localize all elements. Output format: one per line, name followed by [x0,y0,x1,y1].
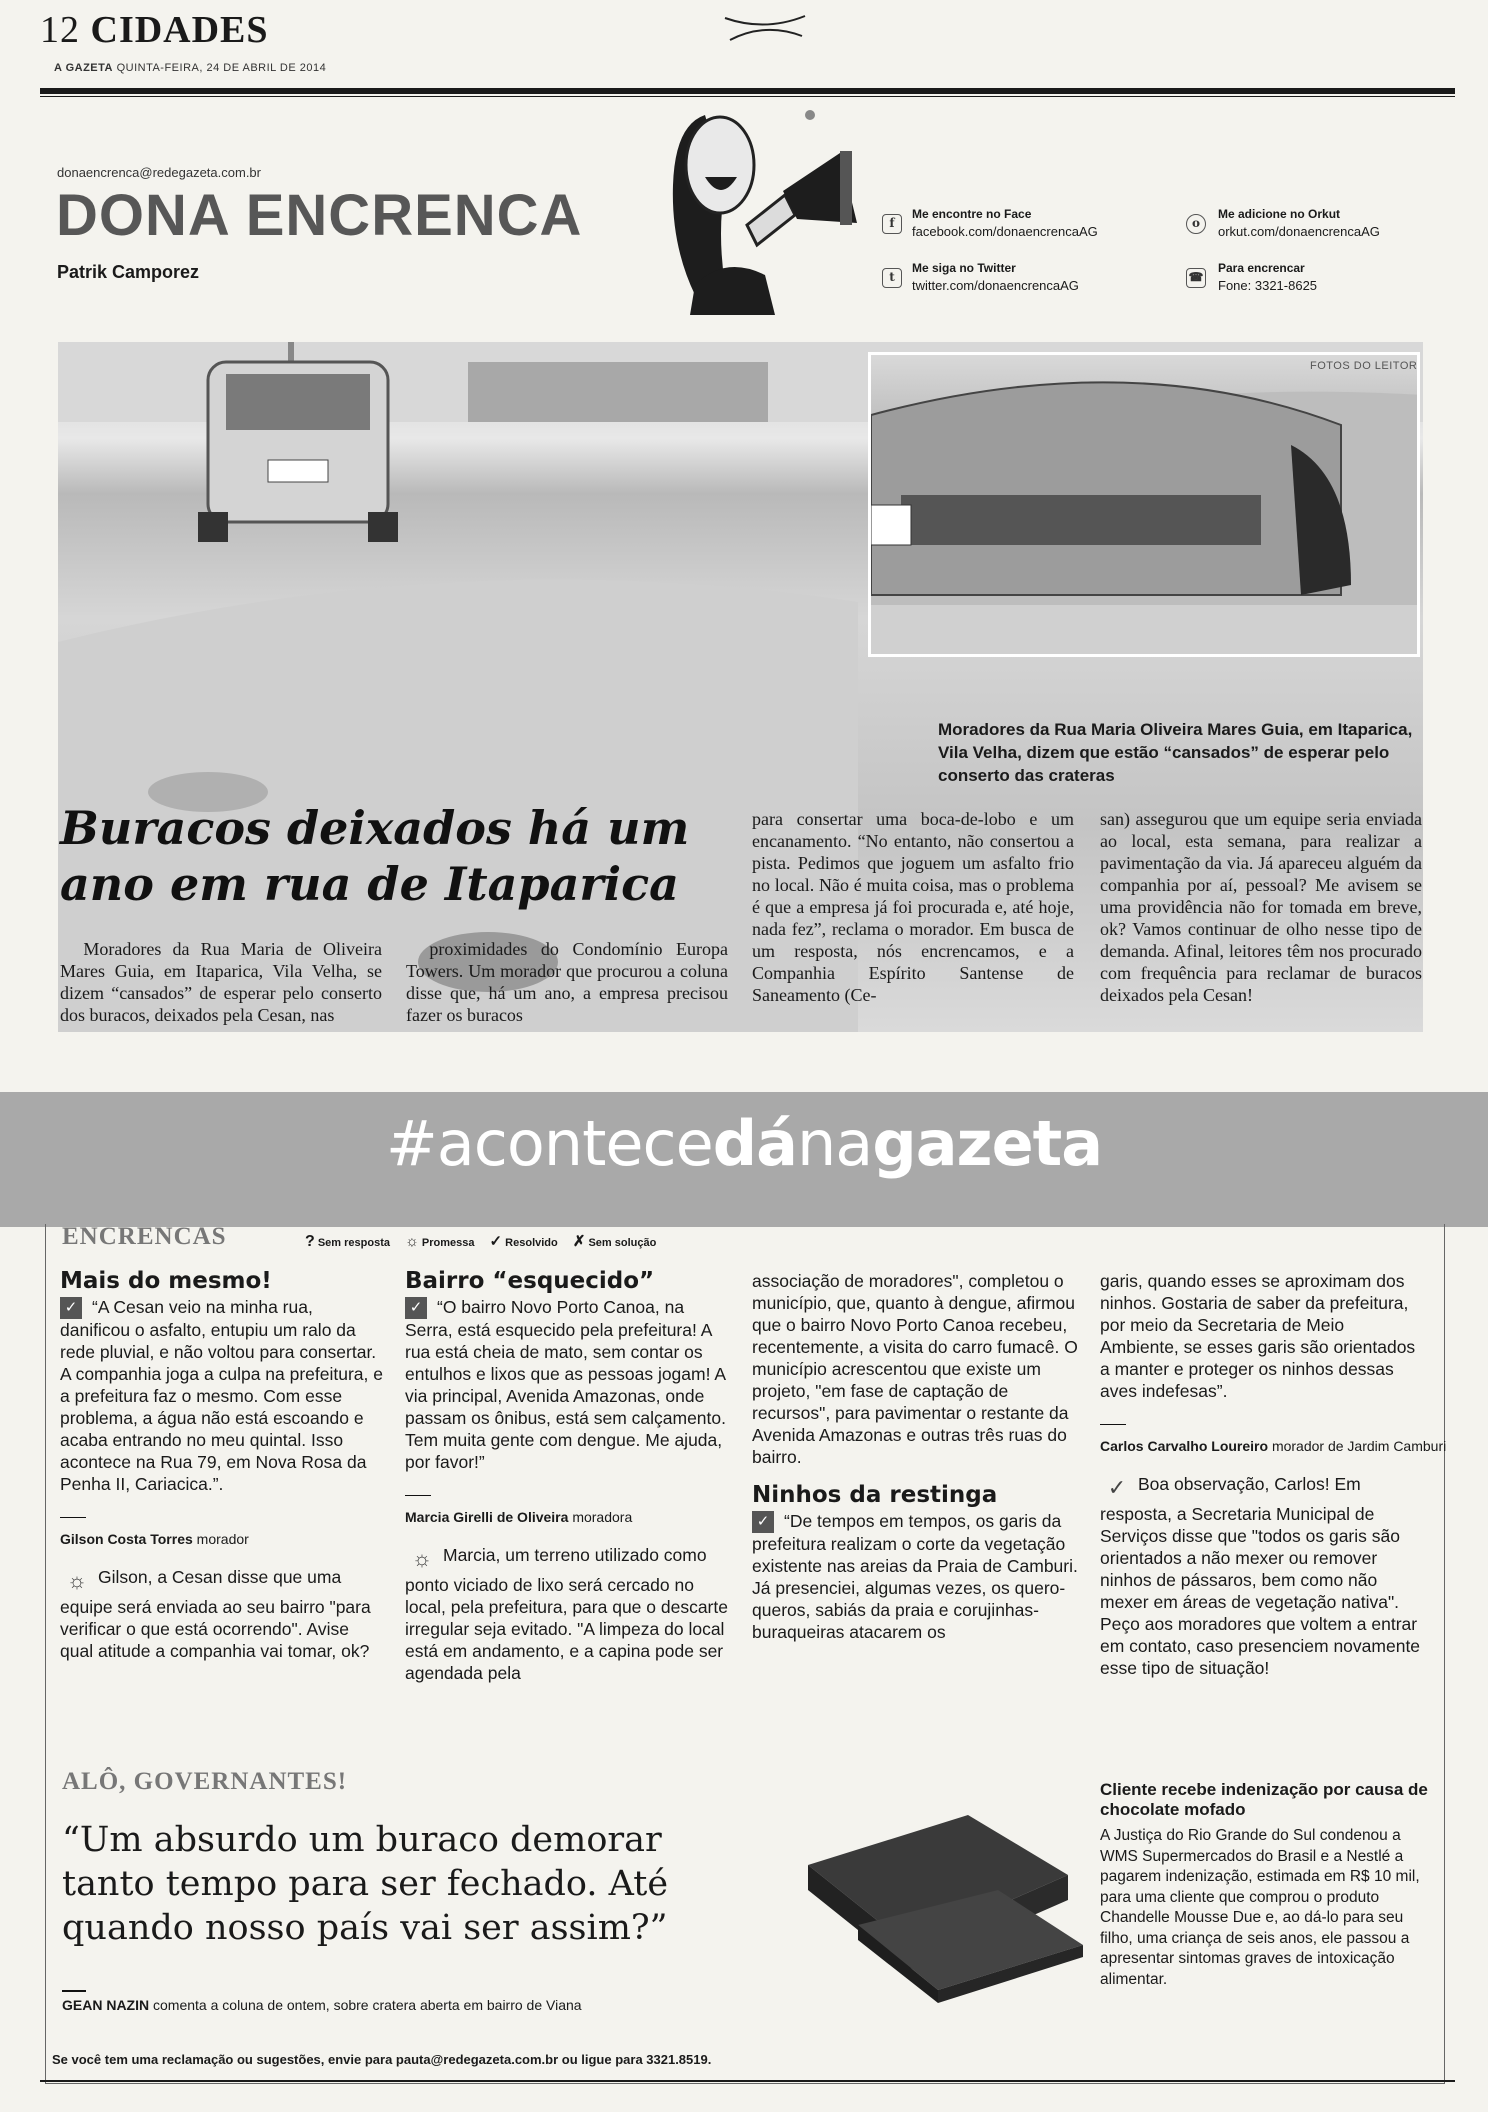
banner-part-1: #acontece [385,1107,713,1180]
legend-sem-solucao-label: Sem solução [588,1237,657,1249]
letter-text: “De tempos em tempos, os garis da prefeitura realizam o corte da vegetação existente nas areias da Praia de Camburi. Já presenciei, algumas vezes, os quero-queros, sabiás da praia e corujinhas-buraqueiras atacarem os [752,1511,1078,1643]
letter-body [60,1296,385,1495]
encrencas-label: ENCRENCAS [62,1223,227,1250]
page-number: 12 [40,9,80,51]
orkut-icon: o [1186,214,1206,234]
phone-icon: ☎ [1186,268,1206,288]
social-phone [1218,260,1317,294]
bulb-icon: ☼ [66,1568,88,1594]
article-col-4: san) assegurou que um equipe seria enviada ao local, esta semana, para realizar a pavimentação da via. Já apareceu alguém da companhia por aí, pessoal? Me avisem se uma providência não for tomada em breve, ok? Vamos continuar de olho nesse tipo de demanda. Afinal, leitores têm nos procurado com frequência para reclamar de buracos deixados pela Cesan! [1100,809,1422,1005]
article-headline: Buracos deixados há um ano em rua de Itaparica [60,801,690,911]
quote-signature [62,1997,582,2013]
status-legend [305,1232,668,1251]
letter-bairro-esquecido-cont [752,1270,1082,1643]
letter-text: “O bairro Novo Porto Canoa, na Serra, está esquecido pela prefeitura! A rua está cheia de mato, sem contar os entulhos e lixos que as pessoas jogam! A via principal, Avenida Amazonas, onde passam os ônibus, está sem calçamento. Tem muita gente com dengue. Me ajuda, por favor!” [405,1297,726,1473]
banner-part-3: na [797,1107,873,1180]
letter-bairro-esquecido [405,1270,730,1684]
news-headline: Cliente recebe indenização por causa de chocolate mofado [1100,1780,1428,1819]
social-twitter-label: Me siga no Twitter [912,261,1016,275]
legend-resolvido-label: Resolvido [505,1237,558,1249]
column-title: DONA ENCRENCA [56,183,583,248]
reply-text-cont: associação de moradores", completou o município, que, quanto à dengue, afirmou que o bairro Novo Porto Canoa recebeu, recentemente, a visita do carro fumacê. O município acrescentou que existe um projeto, "em fase de captação de recursos", para pavimentar o restante da Avenida Amazonas e outras três ruas do bairro. [752,1271,1078,1467]
social-facebook [912,206,1098,240]
letter-signature [60,1517,249,1550]
bottom-rule [40,2080,1455,2082]
check-icon: ✓ [405,1297,427,1319]
social-phone-value: Fone: 3321-8625 [1218,278,1318,293]
signature-role: moradora [572,1509,633,1526]
signature-name: Marcia Girelli de Oliveira [405,1509,569,1526]
pen-mark-decoration [720,10,810,44]
top-rule [40,88,1455,94]
letter-text: “A Cesan veio na minha rua, danificou o asfalto, entupiu um ralo da rede pluvial, e não voltou para consertar. A companhia joga a culpa na prefeitura, e a prefeitura faz o mesmo. Com esse problema, a água não está escoando e acaba entrando no meu quintal. Isso acontece na Rua 79, em Nova Rosa da Penha II, Cariacica.”. [60,1297,383,1495]
legend-sem-resposta-label: Sem resposta [317,1237,390,1249]
quote-signature-text: comenta a coluna de ontem, sobre cratera aberta em bairro de Viana [153,1997,582,2013]
article-col-2: proximidades do Condomínio Europa Towers. Um morador que procurou a coluna disse que, há um ano, a empresa precisou fazer os buracos [406,939,728,1025]
social-facebook-value: facebook.com/donaencrencaAG [912,224,1098,239]
column-author: Patrik Camporez [57,262,200,282]
folio-date: QUINTA-FEIRA, 24 DE ABRIL DE 2014 [116,62,327,74]
letter-title: Bairro “esquecido” [405,1268,655,1294]
legend-sem-resposta [305,1233,390,1250]
page-section-header [40,8,269,52]
social-phone-label: Para encrencar [1218,261,1305,275]
facebook-icon: f [882,214,902,234]
letter-signature [1100,1424,1447,1457]
letter-ninhos-cont [1100,1270,1447,1679]
article-col-3: para consertar uma boca-de-lobo e um encanamento. “No entanto, não consertou a pista. Pedimos que joguem um asfalto frio no local. Não é muita coisa, mas o problema é que a empresa já foi procurada e, até hoje, nada fez”, reclama o morador. Em busca de um resposta, nós encrencamos, e a Companhia Espírito Santense de Saneamento (Ce- [752,809,1074,1005]
banner-part-2: dá [712,1107,798,1180]
reply-text: Gilson, a Cesan disse que uma equipe será enviada ao seu bairro "para verificar o que está ocorrendo". Avise qual atitude a companhia vai tomar, ok? [60,1567,371,1662]
bulb-icon: ☼ [411,1546,433,1572]
banner-part-4: gazeta [872,1107,1103,1180]
check-icon: ✓ [752,1511,774,1533]
folio-line [54,62,326,74]
letter-mais-do-mesmo [60,1270,385,1662]
question-icon: ? [305,1233,315,1250]
twitter-icon: t [882,268,902,288]
signature-role: morador [196,1531,249,1548]
signature-name: Carlos Carvalho Loureiro [1100,1438,1269,1454]
social-orkut-value: orkut.com/donaencrencaAG [1218,224,1380,239]
governantes-quote: “Um absurdo um buraco demorar tanto tempo para ser fechado. Até quando nosso país vai ser assim?” [62,1820,669,1948]
signature-name: Gilson Costa Torres [60,1531,193,1548]
section-name: CIDADES [90,9,269,51]
chocolate-photo [778,1795,1108,2005]
photo-credit: FOTOS DO LEITOR [1310,360,1418,372]
letter-signature [405,1495,633,1528]
car-left [198,362,398,542]
megaphone-woman-illustration [635,95,875,315]
governantes-label: ALÔ, GOVERNANTES! [62,1768,348,1795]
folio-paper: A GAZETA [54,62,113,74]
legend-resolvido [489,1233,558,1250]
letter-title-ninhos: Ninhos da restinga [752,1482,998,1508]
signature-role: morador de Jardim Camburi [1271,1438,1447,1454]
social-twitter [912,260,1079,294]
article-col-1: Moradores da Rua Maria de Oliveira Mares Guia, em Itaparica, Vila Velha, se dizem “cansados” de esperar pelo conserto dos buracos, deixados pela Cesan, nas [60,939,382,1025]
reply-text: Marcia, um terreno utilizado como ponto viciado de lixo será cercado no local, pela prefeitura, para que o descarte irregular seja evitado. "A limpeza do local está em andamento, e a capina pode ser agendada pela [405,1545,728,1684]
legend-promessa-label: Promessa [421,1237,475,1249]
car-closeup-photo [868,352,1420,657]
legend-promessa [405,1233,475,1250]
quote-signature-name: GEAN NAZIN [62,1997,150,2013]
letter-reply [1100,1473,1425,1679]
bulb-icon: ☼ [405,1233,419,1250]
footer-note: Se você tem uma reclamação ou sugestões, envie para pauta@redegazeta.com.br ou ligue para 3321.8519. [52,2052,712,2067]
letter-body [752,1510,1082,1643]
news-body: A Justiça do Rio Grande do Sul condenou a WMS Supermercados do Brasil e a Nestlé a pagarem indenização, estimada em R$ 10 mil, para uma cliente que comprou o produto Chandelle Mousse Due e, ao dá-lo para seu filho, uma criança de seis anos, ele passou a apresentar sintomas graves de intoxicação alimentar. [1100,1827,1420,1988]
check-circle-icon: ✓ [1107,1475,1127,1500]
social-orkut-label: Me adicione no Orkut [1218,207,1341,221]
x-icon: ✗ [572,1233,586,1250]
photo-caption: Moradores da Rua Maria Oliveira Mares Guia, em Itaparica, Vila Velha, dizem que estão “cansados” de esperar pelo conserto das crateras [938,720,1413,785]
letter-reply [405,1544,730,1684]
letter-title: Mais do mesmo! [60,1268,272,1294]
letter-reply [60,1566,385,1662]
social-orkut [1218,206,1380,240]
letter-text-cont: garis, quando esses se aproximam dos ninhos. Gostaria de saber da prefeitura, por meio da Secretaria de Meio Ambiente, se esses garis são orientados a manter e proteger os ninhos dessas aves indefesas”. [1100,1271,1416,1401]
check-icon: ✓ [489,1233,503,1250]
letter-body [405,1296,730,1473]
check-icon: ✓ [60,1297,82,1319]
column-email: donaencrenca@redegazeta.com.br [57,165,261,180]
legend-sem-solucao [572,1233,657,1250]
social-facebook-label: Me encontre no Face [912,207,1032,221]
quote-rule [62,1990,86,1992]
hashtag-banner-text [0,1107,1488,1180]
social-twitter-value: twitter.com/donaencrencaAG [912,278,1079,293]
reply-text: Boa observação, Carlos! Em resposta, a Secretaria Municipal de Serviços disse que "todos os garis são orientados a não mexer ou remover ninhos de pássaros, bem como não mexer em áreas de vegetação nativa". Peço aos moradores que voltem a entrar em contato, caso presenciem novamente esse tipo de situação! [1100,1474,1421,1678]
